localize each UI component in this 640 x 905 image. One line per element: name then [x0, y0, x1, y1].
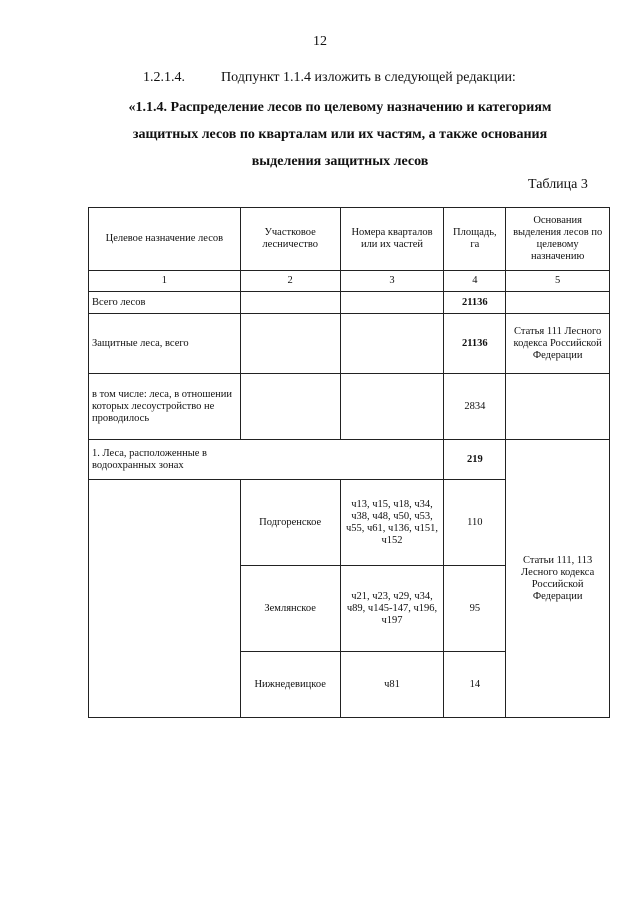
table-row [89, 374, 610, 440]
table-row [89, 440, 610, 480]
row-quarters: ч21, ч23, ч29, ч34, ч89, ч145-147, ч196, ч197 [340, 566, 444, 652]
empty-cell [506, 292, 610, 314]
header-district: Участковое лесничество [240, 208, 340, 271]
row-area: 21136 [444, 314, 506, 374]
row-basis: Статья 111 Лесного кодекса Российской Федерации [506, 314, 610, 374]
column-number: 2 [240, 271, 340, 292]
heading-line-2: защитных лесов по кварталам или их частям, а также основания [132, 127, 548, 142]
column-number: 3 [340, 271, 444, 292]
empty-cell [240, 292, 340, 314]
row-district: Подгоренское [240, 480, 340, 566]
empty-cell [240, 314, 340, 374]
row-quarters: ч81 [340, 652, 444, 718]
table-header-row [89, 208, 610, 271]
row-label: 1. Леса, расположенные в водоохранных зонах [89, 440, 444, 480]
row-basis: Статьи 111, 113 Лесного кодекса Российской Федерации [506, 440, 610, 718]
row-area: 14 [444, 652, 506, 718]
clause-number: 1.2.1.4. [143, 70, 185, 85]
empty-cell [240, 374, 340, 440]
row-label: Всего лесов [89, 292, 241, 314]
header-basis: Основания выделения лесов по целевому назначению [506, 208, 610, 271]
row-label: Защитные леса, всего [89, 314, 241, 374]
row-area: 219 [444, 440, 506, 480]
page-number: 12 [313, 34, 327, 49]
row-area: 110 [444, 480, 506, 566]
header-purpose: Целевое назначение лесов [89, 208, 241, 271]
header-quarters: Номера кварталов или их частей [340, 208, 444, 271]
row-area: 2834 [444, 374, 506, 440]
row-district: Нижнедевицкое [240, 652, 340, 718]
row-area: 21136 [444, 292, 506, 314]
table-row [89, 292, 610, 314]
table-label: Таблица 3 [528, 177, 588, 192]
empty-cell [89, 480, 241, 718]
section-heading [80, 94, 600, 175]
empty-cell [340, 374, 444, 440]
clause-line [143, 70, 516, 86]
empty-cell [340, 292, 444, 314]
heading-line-1: «1.1.4. Распределение лесов по целевому назначению и категориям [128, 100, 552, 115]
column-number: 4 [444, 271, 506, 292]
row-quarters: ч13, ч15, ч18, ч34, ч38, ч48, ч50, ч53, ч55, ч61, ч136, ч151, ч152 [340, 480, 444, 566]
empty-cell [506, 374, 610, 440]
row-label: в том числе: леса, в отношении которых лесоустройство не проводилось [89, 374, 241, 440]
column-number: 1 [89, 271, 241, 292]
row-area: 95 [444, 566, 506, 652]
column-number: 5 [506, 271, 610, 292]
heading-line-3: выделения защитных лесов [251, 154, 429, 169]
forest-distribution-table [88, 207, 610, 718]
row-district: Землянское [240, 566, 340, 652]
table-row [89, 314, 610, 374]
clause-text: Подпункт 1.1.4 изложить в следующей редакции: [221, 70, 516, 85]
empty-cell [340, 314, 444, 374]
header-area: Площадь, га [444, 208, 506, 271]
column-number-row [89, 271, 610, 292]
